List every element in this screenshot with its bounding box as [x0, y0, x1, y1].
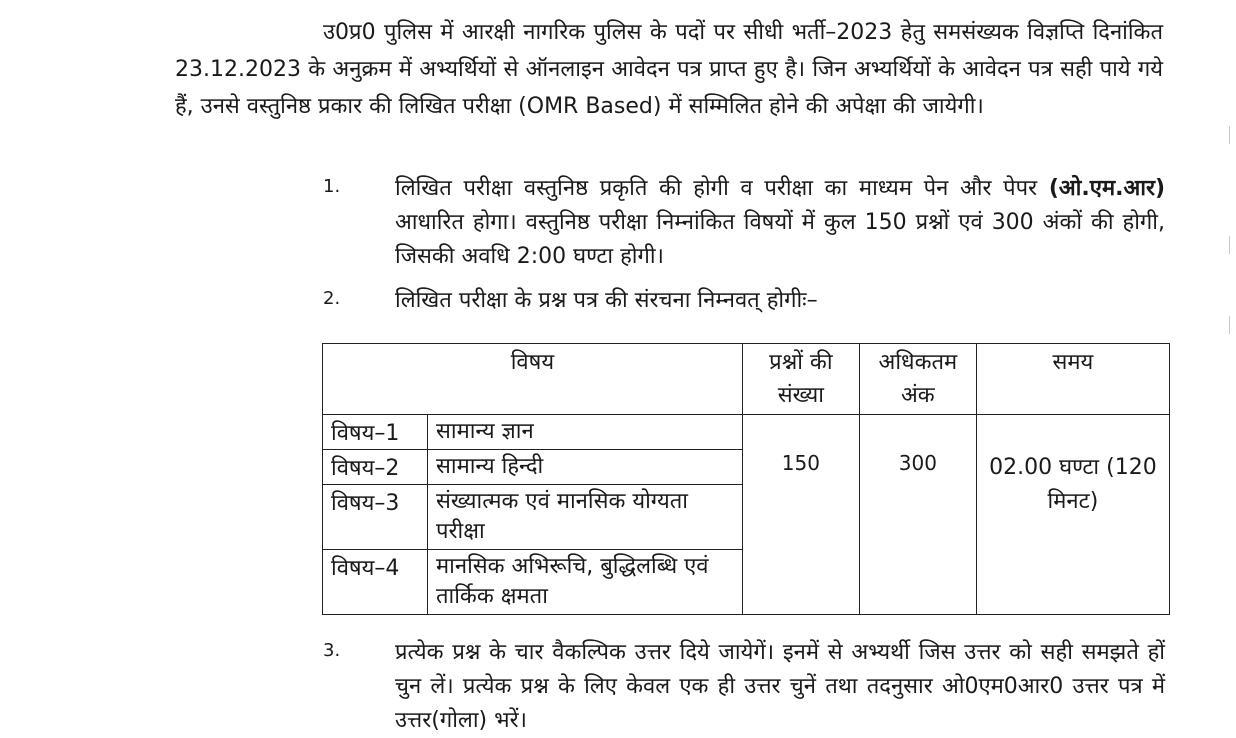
header-time: समय	[976, 344, 1169, 415]
header-max-marks: अधिकतम अंक	[859, 344, 976, 415]
table-header-row	[323, 344, 1170, 415]
subject-code: विषय–1	[323, 415, 428, 450]
subject-code: विषय–2	[323, 450, 428, 485]
list-item-number: 2.	[323, 288, 341, 309]
exam-structure-table	[322, 343, 1170, 615]
subject-name: सामान्य हिन्दी	[428, 450, 743, 485]
intro-paragraph: उ0प्र0 पुलिस में आरक्षी नागरिक पुलिस के पदों पर सीधी भर्ती–2023 हेतु समसंख्यक विज्ञप्ति दिनांकित 23.12.2023 के अनुक्रम में अभ्यर्थियों से ऑनलाइन आवेदन पत्र प्राप्त हुए है। जिन अभ्यर्थियों के आवेदन पत्र सही पाये गये हैं, उनसे वस्तुनिष्ठ प्रकार की लिखित परीक्षा (OMR Based) में सम्मिलित होने की अपेक्षा की जायेगी।	[175, 20, 1163, 119]
scan-mark	[1229, 126, 1230, 144]
header-questions: प्रश्नों की संख्या	[742, 344, 859, 415]
subject-code: विषय–4	[323, 550, 428, 615]
list-item-text: लिखित परीक्षा के प्रश्न पत्र की संरचना निम्नवत् होगीः–	[395, 288, 818, 313]
subject-name: मानसिक अभिरूचि, बुद्धिलब्धि एवं तार्किक क्षमता	[428, 550, 743, 615]
item-1-text-b: आधारित होगा। वस्तुनिष्ठ परीक्षा निम्नांकित विषयों में कुल 150 प्रश्नों एवं 300 अंकों की होगी, जिसकी अवधि 2:00 घण्टा होगी।	[395, 210, 1165, 269]
item-1-text-bold: (ओ.एम.आर)	[1048, 176, 1165, 201]
list-item-2	[323, 284, 1165, 318]
list-item-number: 1.	[323, 176, 341, 197]
marks-total: 300	[859, 415, 976, 615]
item-1-text-a: लिखित परीक्षा वस्तुनिष्ठ प्रकृति की होगी व परीक्षा का माध्यम पेन और पेपर	[395, 176, 1049, 201]
scan-mark	[1229, 316, 1230, 334]
list-item-1	[323, 172, 1165, 274]
list-item-text	[395, 172, 1165, 274]
scan-mark	[1229, 236, 1230, 254]
list-item-3	[323, 636, 1165, 738]
subject-name: सामान्य ज्ञान	[428, 415, 743, 450]
table-row	[323, 415, 1170, 450]
subject-name: संख्यात्मक एवं मानसिक योग्यता परीक्षा	[428, 485, 743, 550]
list-item-number: 3.	[323, 640, 341, 661]
header-subject: विषय	[323, 344, 743, 415]
list-item-text: प्रत्येक प्रश्न के चार वैकल्पिक उत्तर दिये जायेगें। इनमें से अभ्यर्थी जिस उत्तर को सही समझते हों चुन लें। प्रत्येक प्रश्न के लिए केवल एक ही उत्तर चुनें तथा तदनुसार ओ0एम0आर0 उत्तर पत्र में उत्तर(गोला) भरें।	[395, 640, 1165, 733]
subject-code: विषय–3	[323, 485, 428, 550]
duration: 02.00 घण्टा (120 मिनट)	[976, 415, 1169, 615]
questions-total: 150	[742, 415, 859, 615]
